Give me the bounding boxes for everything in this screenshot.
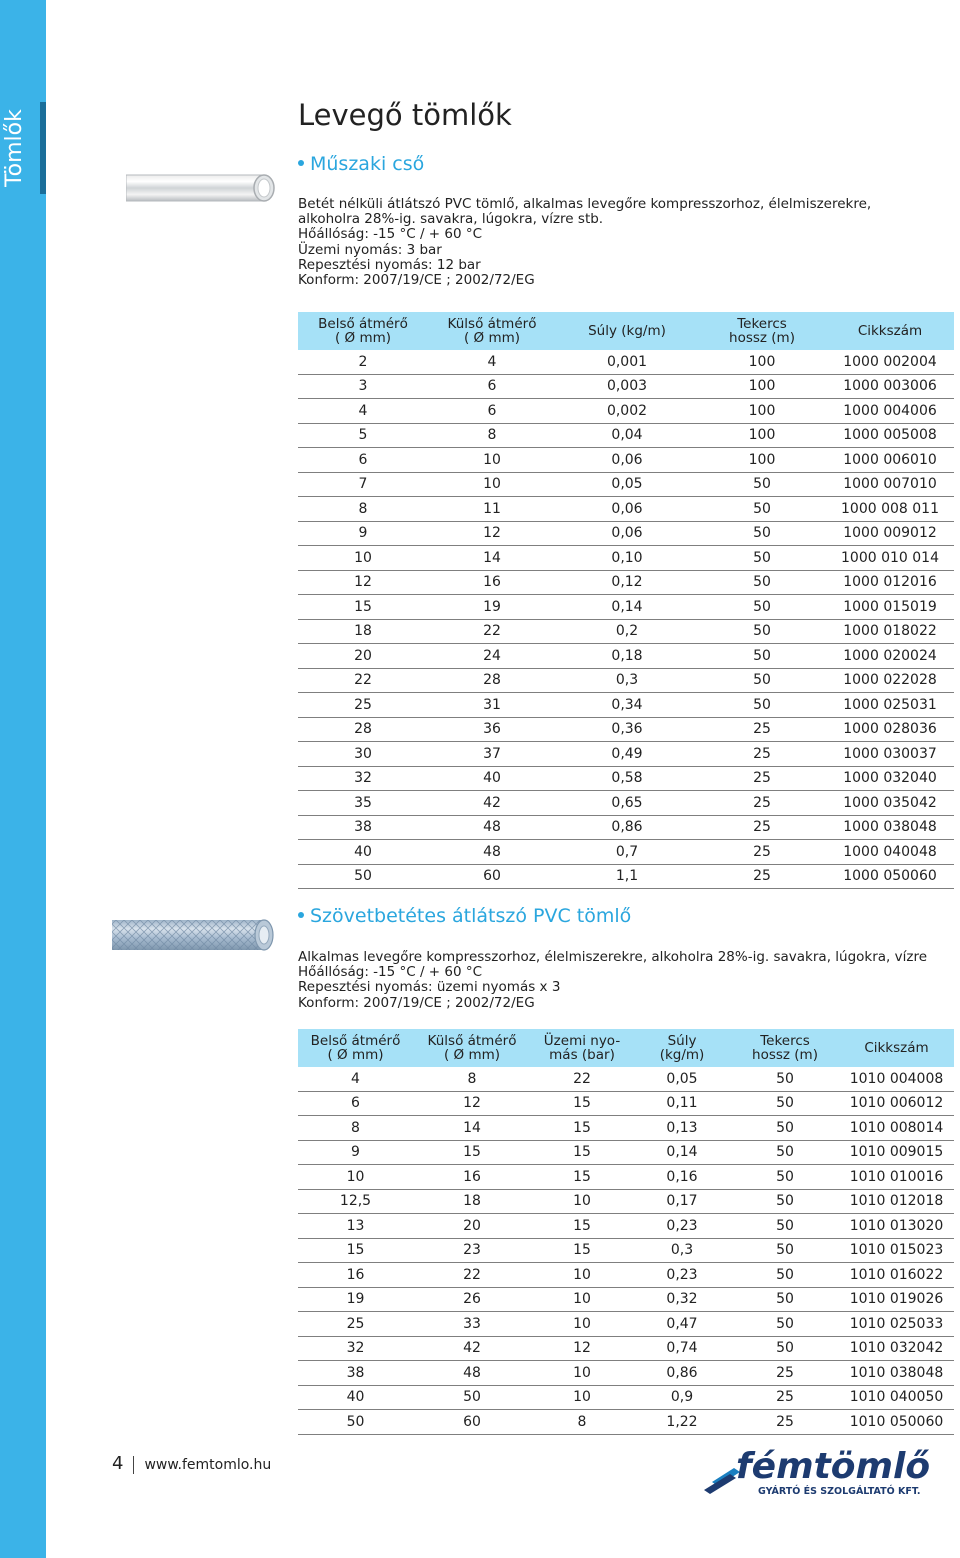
table-cell: 1000 022028 [826, 668, 954, 693]
table-row [298, 1116, 954, 1141]
table-cell: 11 [428, 497, 556, 522]
table-cell: 14 [428, 546, 556, 571]
table-cell: 19 [298, 1287, 413, 1312]
table-cell: 15 [298, 1238, 413, 1263]
table-cell: 40 [298, 840, 428, 865]
table-cell: 1010 050060 [839, 1410, 954, 1435]
column-header: Cikkszám [864, 1040, 929, 1056]
table-cell: 50 [731, 1287, 839, 1312]
table-cell: 48 [428, 840, 556, 865]
table-row [298, 1263, 954, 1288]
table-row [298, 423, 954, 448]
table-cell: 50 [698, 595, 826, 620]
table-cell: 28 [428, 668, 556, 693]
table-cell: 42 [428, 791, 556, 816]
bullet-icon [298, 912, 304, 918]
table-cell: 25 [731, 1361, 839, 1386]
table-cell: 1000 003006 [826, 374, 954, 399]
table-cell: 10 [531, 1361, 633, 1386]
table-cell: 0,12 [556, 570, 698, 595]
table-cell: 50 [698, 497, 826, 522]
page-title: Levegő tömlők [298, 98, 512, 132]
table-cell: 0,14 [633, 1140, 731, 1165]
table-cell: 15 [531, 1165, 633, 1190]
table-cell: 0,47 [633, 1312, 731, 1337]
table-row [298, 1140, 954, 1165]
desc-line: Repesztési nyomás: üzemi nyomás x 3 [298, 979, 561, 996]
desc-line: Konform: 2007/19/CE ; 2002/72/EG [298, 994, 535, 1011]
table-cell: 10 [428, 472, 556, 497]
table-cell: 10 [298, 1165, 413, 1190]
table-cell: 1010 013020 [839, 1214, 954, 1239]
table-cell: 1000 050060 [826, 864, 954, 889]
table-cell: 10 [531, 1385, 633, 1410]
table-cell: 50 [731, 1263, 839, 1288]
table-cell: 0,9 [633, 1385, 731, 1410]
table-cell: 1000 002004 [826, 350, 954, 374]
table-cell: 10 [531, 1189, 633, 1214]
table-cell: 0,06 [556, 521, 698, 546]
table-cell: 1010 040050 [839, 1385, 954, 1410]
table-cell: 1,1 [556, 864, 698, 889]
table-cell: 15 [531, 1214, 633, 1239]
table-cell: 22 [531, 1067, 633, 1091]
table-row [298, 350, 954, 374]
table-cell: 0,003 [556, 374, 698, 399]
table-cell: 5 [298, 423, 428, 448]
table-cell: 25 [731, 1410, 839, 1435]
column-header: Súly (kg/m) [588, 323, 666, 339]
table-cell: 38 [298, 815, 428, 840]
table-cell: 37 [428, 742, 556, 767]
table-cell: 1000 038048 [826, 815, 954, 840]
table-cell: 0,34 [556, 693, 698, 718]
table-cell: 50 [298, 1410, 413, 1435]
table-row [298, 570, 954, 595]
table-cell: 1000 028036 [826, 717, 954, 742]
table-cell: 7 [298, 472, 428, 497]
table-cell: 1,22 [633, 1410, 731, 1435]
desc-line: alkoholra 28%-ig. savakra, lúgokra, vízre stb. [298, 211, 604, 228]
table-cell: 0,74 [633, 1336, 731, 1361]
desc-line: Konform: 2007/19/CE ; 2002/72/EG [298, 272, 535, 289]
table-cell: 15 [298, 595, 428, 620]
table-row [298, 840, 954, 865]
table-cell: 0,001 [556, 350, 698, 374]
column-header: Súly (kg/m) [659, 1033, 705, 1063]
table-row [298, 399, 954, 424]
desc-line: Alkalmas levegőre kompresszorhoz, élelmiszerekre, alkoholra 28%-ig. savakra, lúgokra, vízre [298, 949, 928, 965]
bullet-icon [298, 160, 304, 166]
table-cell: 6 [428, 399, 556, 424]
table-cell: 12 [428, 521, 556, 546]
table-cell: 10 [531, 1312, 633, 1337]
table-cell: 1010 008014 [839, 1116, 954, 1141]
table-row [298, 1214, 954, 1239]
table-cell: 50 [731, 1140, 839, 1165]
table-cell: 100 [698, 374, 826, 399]
table-cell: 31 [428, 693, 556, 718]
table-cell: 1000 040048 [826, 840, 954, 865]
table-row [298, 644, 954, 669]
table-cell: 50 [731, 1189, 839, 1214]
table-row [298, 448, 954, 473]
table-cell: 1010 016022 [839, 1263, 954, 1288]
table-header-row [298, 1029, 954, 1067]
table-row [298, 668, 954, 693]
table-cell: 0,18 [556, 644, 698, 669]
table-cell: 50 [731, 1336, 839, 1361]
table-cell: 22 [428, 619, 556, 644]
column-header: Üzemi nyo- más (bar) [543, 1033, 621, 1063]
table-cell: 25 [698, 791, 826, 816]
table-cell: 14 [413, 1116, 531, 1141]
table-cell: 12 [531, 1336, 633, 1361]
table-cell: 1010 032042 [839, 1336, 954, 1361]
table-cell: 12 [413, 1091, 531, 1116]
table-cell: 50 [731, 1214, 839, 1239]
table-cell: 25 [298, 693, 428, 718]
table-row [298, 1336, 954, 1361]
table-cell: 0,86 [556, 815, 698, 840]
table-row [298, 1287, 954, 1312]
table-row [298, 742, 954, 767]
table-cell: 32 [298, 1336, 413, 1361]
table-cell: 15 [531, 1116, 633, 1141]
table-cell: 0,58 [556, 766, 698, 791]
table-cell: 1010 038048 [839, 1361, 954, 1386]
table-row [298, 1091, 954, 1116]
website-link[interactable]: www.femtomlo.hu [144, 1457, 272, 1473]
table-cell: 33 [413, 1312, 531, 1337]
table-cell: 0,17 [633, 1189, 731, 1214]
table-cell: 0,23 [633, 1263, 731, 1288]
table-row [298, 693, 954, 718]
table-cell: 1000 025031 [826, 693, 954, 718]
desc-line: Repesztési nyomás: 12 bar [298, 256, 481, 273]
table-cell: 100 [698, 423, 826, 448]
table-cell: 38 [298, 1361, 413, 1386]
table-cell: 15 [531, 1140, 633, 1165]
table-cell: 0,32 [633, 1287, 731, 1312]
table-cell: 0,3 [556, 668, 698, 693]
table-cell: 1000 035042 [826, 791, 954, 816]
desc-line: Üzemi nyomás: 3 bar [298, 241, 442, 258]
table-cell: 50 [698, 570, 826, 595]
table-cell: 1000 008 011 [826, 497, 954, 522]
table-row [298, 472, 954, 497]
table-cell: 10 [531, 1263, 633, 1288]
section1-heading [298, 153, 424, 175]
table-cell: 0,23 [633, 1214, 731, 1239]
table-cell: 50 [698, 693, 826, 718]
table-cell: 20 [413, 1214, 531, 1239]
table-cell: 25 [698, 717, 826, 742]
table-cell: 22 [413, 1263, 531, 1288]
table-cell: 60 [428, 864, 556, 889]
table-row [298, 374, 954, 399]
table-cell: 18 [413, 1189, 531, 1214]
table-cell: 1000 004006 [826, 399, 954, 424]
table-cell: 50 [731, 1091, 839, 1116]
table-cell: 4 [428, 350, 556, 374]
table-cell: 0,05 [556, 472, 698, 497]
table-cell: 4 [298, 399, 428, 424]
table-row [298, 766, 954, 791]
table-cell: 0,65 [556, 791, 698, 816]
table-row [298, 619, 954, 644]
table-cell: 1000 020024 [826, 644, 954, 669]
table-cell: 32 [298, 766, 428, 791]
page-number: 4 [112, 1453, 124, 1474]
table-cell: 0,7 [556, 840, 698, 865]
table-cell: 50 [731, 1067, 839, 1091]
table-row [298, 815, 954, 840]
table-cell: 25 [298, 1312, 413, 1337]
column-header: Belső átmérő ( Ø mm) [318, 316, 408, 346]
table-cell: 8 [413, 1067, 531, 1091]
table-cell: 50 [698, 619, 826, 644]
table-cell: 24 [428, 644, 556, 669]
table-cell: 26 [413, 1287, 531, 1312]
table-row [298, 1189, 954, 1214]
column-header: Külső átmérő ( Ø mm) [427, 1033, 517, 1063]
table-cell: 25 [698, 742, 826, 767]
section2-description [298, 950, 927, 1011]
table-cell: 48 [428, 815, 556, 840]
table-cell: 50 [731, 1238, 839, 1263]
table-cell: 0,86 [633, 1361, 731, 1386]
table-cell: 48 [413, 1361, 531, 1386]
table-cell: 25 [698, 766, 826, 791]
table-cell: 42 [413, 1336, 531, 1361]
table-cell: 1010 010016 [839, 1165, 954, 1190]
table-cell: 6 [428, 374, 556, 399]
table-cell: 6 [298, 448, 428, 473]
section1-heading-text: Műszaki cső [310, 153, 425, 175]
table-cell: 8 [298, 1116, 413, 1141]
table-row [298, 791, 954, 816]
table-cell: 10 [531, 1287, 633, 1312]
footer-divider [133, 1456, 134, 1474]
table-cell: 15 [531, 1091, 633, 1116]
table-row [298, 521, 954, 546]
table-cell: 8 [428, 423, 556, 448]
column-header: Belső átmérő ( Ø mm) [310, 1033, 401, 1063]
table-cell: 0,10 [556, 546, 698, 571]
table-cell: 40 [298, 1385, 413, 1410]
sidebar-strip [0, 0, 46, 1558]
table-cell: 16 [413, 1165, 531, 1190]
table-cell: 40 [428, 766, 556, 791]
column-header: Cikkszám [857, 323, 923, 339]
table-cell: 1000 010 014 [826, 546, 954, 571]
table-cell: 0,14 [556, 595, 698, 620]
table-cell: 12 [298, 570, 428, 595]
table-cell: 1000 012016 [826, 570, 954, 595]
table-cell: 50 [698, 521, 826, 546]
table-cell: 9 [298, 1140, 413, 1165]
svg-text:GYÁRTÓ ÉS SZOLGÁLTATÓ KFT.: GYÁRTÓ ÉS SZOLGÁLTATÓ KFT. [758, 1486, 921, 1497]
table-cell: 19 [428, 595, 556, 620]
table-cell: 13 [298, 1214, 413, 1239]
column-header: Tekercs hossz (m) [752, 1033, 818, 1063]
column-header: Külső átmérő ( Ø mm) [447, 316, 537, 346]
table-cell: 0,04 [556, 423, 698, 448]
table-cell: 1000 005008 [826, 423, 954, 448]
table-cell: 50 [698, 472, 826, 497]
table-row [298, 864, 954, 889]
table-row [298, 1361, 954, 1386]
table-cell: 30 [298, 742, 428, 767]
table-cell: 0,16 [633, 1165, 731, 1190]
table-cell: 1000 015019 [826, 595, 954, 620]
section2-heading-text: Szövetbetétes átlátszó PVC tömlő [310, 905, 632, 927]
table-cell: 16 [428, 570, 556, 595]
clear-tube-image [126, 172, 276, 204]
table-cell: 50 [731, 1116, 839, 1141]
table-cell: 60 [413, 1410, 531, 1435]
table-row [298, 1067, 954, 1091]
table-cell: 1010 006012 [839, 1091, 954, 1116]
table-cell: 1010 015023 [839, 1238, 954, 1263]
table-cell: 50 [698, 668, 826, 693]
table-cell: 1010 019026 [839, 1287, 954, 1312]
femtomlo-logo [700, 1438, 945, 1498]
table-cell: 50 [698, 546, 826, 571]
table-cell: 3 [298, 374, 428, 399]
column-header: Tekercs hossz (m) [729, 316, 795, 346]
table-row [298, 1410, 954, 1435]
table-cell: 0,2 [556, 619, 698, 644]
table-cell: 50 [413, 1385, 531, 1410]
table-cell: 0,36 [556, 717, 698, 742]
desc-line: Hőállóság: -15 °C / + 60 °C [298, 964, 483, 981]
table-cell: 10 [428, 448, 556, 473]
table-row [298, 546, 954, 571]
table-header-row [298, 312, 954, 350]
table-row [298, 1238, 954, 1263]
table-cell: 12,5 [298, 1189, 413, 1214]
table-cell: 0,05 [633, 1067, 731, 1091]
table-cell: 1000 032040 [826, 766, 954, 791]
table-cell: 1010 012018 [839, 1189, 954, 1214]
table-cell: 1000 007010 [826, 472, 954, 497]
table-cell: 10 [298, 546, 428, 571]
spec-table-1 [298, 312, 954, 889]
table-cell: 100 [698, 448, 826, 473]
table-cell: 25 [731, 1385, 839, 1410]
table-cell: 8 [531, 1410, 633, 1435]
table-cell: 36 [428, 717, 556, 742]
table-cell: 35 [298, 791, 428, 816]
table-cell: 100 [698, 350, 826, 374]
table-row [298, 497, 954, 522]
table-cell: 9 [298, 521, 428, 546]
table-cell: 4 [298, 1067, 413, 1091]
table-row [298, 717, 954, 742]
table-cell: 16 [298, 1263, 413, 1288]
table-cell: 23 [413, 1238, 531, 1263]
table-cell: 0,11 [633, 1091, 731, 1116]
table-cell: 2 [298, 350, 428, 374]
table-cell: 1010 004008 [839, 1067, 954, 1091]
table-cell: 20 [298, 644, 428, 669]
svg-text:fémtömlő: fémtömlő [736, 1446, 931, 1487]
table-cell: 25 [698, 840, 826, 865]
table-cell: 25 [698, 864, 826, 889]
table-row [298, 1312, 954, 1337]
section1-description [298, 197, 871, 288]
table-cell: 0,49 [556, 742, 698, 767]
table-cell: 0,06 [556, 448, 698, 473]
table-cell: 25 [698, 815, 826, 840]
table-cell: 1010 009015 [839, 1140, 954, 1165]
table-cell: 18 [298, 619, 428, 644]
table-cell: 8 [298, 497, 428, 522]
table-cell: 1010 025033 [839, 1312, 954, 1337]
table-cell: 50 [731, 1165, 839, 1190]
table-cell: 15 [413, 1140, 531, 1165]
footer [112, 1453, 271, 1474]
braided-tube-image [112, 916, 276, 956]
sidebar-tab-accent [40, 102, 46, 194]
table-cell: 0,13 [633, 1116, 731, 1141]
table-cell: 50 [298, 864, 428, 889]
section2-heading [298, 905, 631, 927]
table-cell: 100 [698, 399, 826, 424]
table-cell: 0,002 [556, 399, 698, 424]
sidebar-label: Tömlők [2, 109, 27, 187]
table-cell: 50 [731, 1312, 839, 1337]
table-cell: 50 [698, 644, 826, 669]
table-row [298, 1385, 954, 1410]
table-cell: 22 [298, 668, 428, 693]
spec-table-2 [298, 1029, 954, 1435]
desc-line: Betét nélküli átlátszó PVC tömlő, alkalmas levegőre kompresszorhoz, élelmiszerekre, [298, 196, 872, 212]
table-cell: 1000 009012 [826, 521, 954, 546]
table-cell: 28 [298, 717, 428, 742]
table-cell: 1000 006010 [826, 448, 954, 473]
table-cell: 0,06 [556, 497, 698, 522]
table-row [298, 1165, 954, 1190]
table-cell: 15 [531, 1238, 633, 1263]
table-cell: 0,3 [633, 1238, 731, 1263]
table-row [298, 595, 954, 620]
desc-line: Hőállóság: -15 °C / + 60 °C [298, 226, 483, 243]
table-cell: 6 [298, 1091, 413, 1116]
table-cell: 1000 018022 [826, 619, 954, 644]
table-cell: 1000 030037 [826, 742, 954, 767]
